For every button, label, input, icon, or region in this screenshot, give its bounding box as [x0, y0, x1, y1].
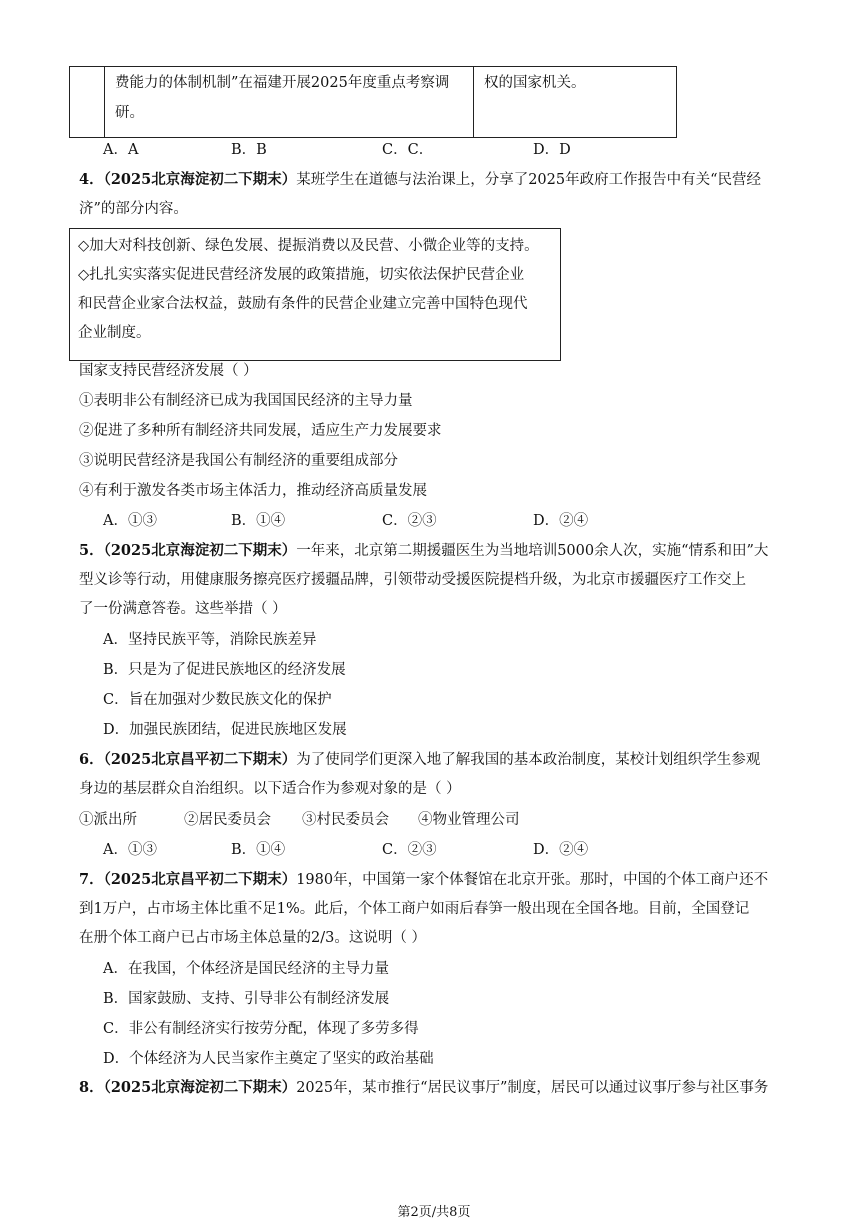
q6-item: ③村民委员会 [302, 812, 389, 828]
q4-option-a[interactable]: A．①③ [103, 513, 157, 529]
q6-option-a[interactable]: A．①③ [103, 842, 157, 858]
q7-line1 [79, 870, 768, 890]
table-cell-content [474, 67, 677, 138]
q4-source: （2025北京海淀初二下期末） [103, 171, 297, 188]
q4-box-line: ◇加大对科技创新、绿色发展、提振消费以及民营、小微企业等的支持。 [78, 238, 539, 254]
q5-source: （2025北京海淀初二下期末） [103, 542, 297, 559]
q8-line1 [79, 1078, 768, 1098]
q7-option-a[interactable]: A．在我国，个体经济是国民经济的主导力量 [103, 961, 389, 977]
q8-source: （2025北京海淀初二下期末） [103, 1079, 297, 1096]
q3-option-d[interactable]: D．D [533, 142, 571, 158]
table-cell-line: 权的国家机关。 [484, 75, 586, 91]
q4-option-c[interactable]: C．②③ [382, 513, 437, 529]
q4-stem: 国家支持民营经济发展（ ） [79, 363, 258, 379]
q4-item: ②促进了多种所有制经济共同发展，适应生产力发展要求 [79, 423, 442, 439]
q6-source: （2025北京昌平初二下期末） [103, 751, 297, 768]
q6-item: ④物业管理公司 [418, 812, 520, 828]
page-number: 第2页/共8页 [397, 1205, 471, 1220]
q3-option-a[interactable]: A．A [103, 142, 139, 158]
q3-option-b[interactable]: B．B [231, 142, 267, 158]
q5-text: 一年来，北京第二期援疆医生为当地培训5000余人次，实施“情系和田”大 [296, 543, 769, 559]
q6-option-c[interactable]: C．②③ [382, 842, 437, 858]
table-cell-label [70, 67, 105, 138]
q6-number: 6． [79, 751, 104, 768]
q4-item: ③说明民营经济是我国公有制经济的重要组成部分 [79, 453, 398, 469]
q4-box-line: ◇扎扎实实落实促进民营经济发展的政策措施，切实依法保护民营企业 [78, 267, 525, 283]
q4-line2: 济”的部分内容。 [79, 201, 188, 217]
q6-line1 [79, 750, 760, 770]
q6-option-d[interactable]: D．②④ [533, 842, 589, 858]
q7-text: 1980年，中国第一家个体餐馆在北京开张。那时，中国的个体工商户还不 [296, 872, 769, 888]
q4-box-line: 和民营企业家合法权益，鼓励有条件的民营企业建立完善中国特色现代 [78, 296, 528, 312]
q5-option-d[interactable]: D．加强民族团结，促进民族地区发展 [103, 722, 347, 738]
q7-option-b[interactable]: B．国家鼓励、支持、引导非公有制经济发展 [103, 991, 390, 1007]
q4-line1 [79, 170, 761, 190]
q8-number: 8． [79, 1079, 104, 1096]
q7-source: （2025北京昌平初二下期末） [103, 871, 297, 888]
q7-option-c[interactable]: C．非公有制经济实行按劳分配，体现了多劳多得 [103, 1021, 419, 1037]
q4-item: ④有利于激发各类市场主体活力，推动经济高质量发展 [79, 483, 427, 499]
q5-option-a[interactable]: A．坚持民族平等，消除民族差异 [103, 632, 317, 648]
q3-option-c[interactable]: C．C． [382, 142, 434, 158]
q5-option-c[interactable]: C．旨在加强对少数民族文化的保护 [103, 692, 332, 708]
q8-text: 2025年，某市推行“居民议事厅”制度，居民可以通过议事厅参与社区事务 [296, 1080, 769, 1096]
q4-box-line: 企业制度。 [78, 325, 151, 341]
table-cell-line: 研。 [115, 105, 144, 121]
q4-text: 某班学生在道德与法治课上，分享了2025年政府工作报告中有关“民营经 [296, 172, 762, 188]
q6-line2: 身边的基层群众自治组织。以下适合作为参观对象的是（ ） [79, 781, 461, 797]
q6-item: ①派出所 [79, 812, 137, 828]
q6-text: 为了使同学们更深入地了解我国的基本政治制度，某校计划组织学生参观 [296, 752, 761, 768]
q4-option-d[interactable]: D．②④ [533, 513, 589, 529]
q4-number: 4． [79, 171, 104, 188]
q7-line3: 在册个体工商户已占市场主体总量的2/3。这说明（ ） [79, 930, 426, 946]
q6-option-b[interactable]: B．①④ [231, 842, 286, 858]
q7-line2: 到1万户，占市场主体比重不足1%。此后，个体工商户如雨后春笋一般出现在全国各地。目前，全国登记 [79, 901, 750, 917]
q7-option-d[interactable]: D．个体经济为人民当家作主奠定了坚实的政治基础 [103, 1051, 434, 1067]
table-cell-line: 费能力的体制机制”在福建开展2025年度重点考察调 [115, 75, 450, 91]
table-cell-content [105, 67, 474, 138]
q5-line1 [79, 541, 768, 561]
q4-option-b[interactable]: B．①④ [231, 513, 286, 529]
q6-item: ②居民委员会 [184, 812, 271, 828]
q5-option-b[interactable]: B．只是为了促进民族地区的经济发展 [103, 662, 346, 678]
q5-number: 5． [79, 542, 104, 559]
q5-line2: 型义诊等行动，用健康服务擦亮医疗援疆品牌，引领带动受援医院提档升级，为北京市援疆医疗工作交上 [79, 572, 746, 588]
continued-table [69, 66, 677, 138]
q4-item: ①表明非公有制经济已成为我国国民经济的主导力量 [79, 393, 413, 409]
q7-number: 7． [79, 871, 104, 888]
q5-line3: 了一份满意答卷。这些举措（ ） [79, 601, 287, 617]
